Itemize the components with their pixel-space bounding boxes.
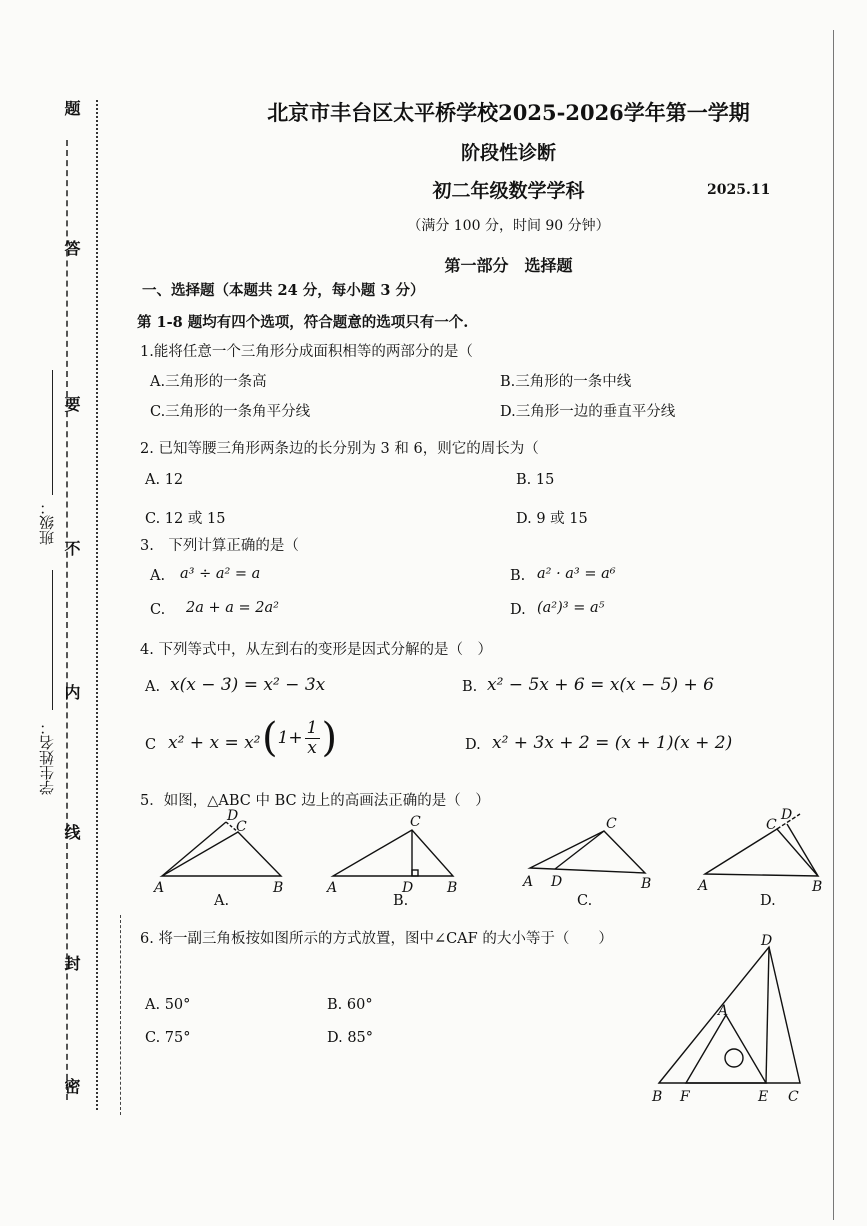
q4-fraction-numerator: 1 <box>306 717 318 738</box>
q6-option-d: D. 85° <box>327 1030 374 1046</box>
question-6-stem: 6. 将一副三角板按如图所示的方式放置，图中∠CAF 的大小等于（ ） <box>140 931 613 947</box>
margin-char-5: 内 <box>62 684 81 700</box>
q4-option-b: B. <box>462 679 478 695</box>
class-label: 班级： <box>38 500 56 545</box>
q4-formula-c: x² + x = x² <box>168 733 261 753</box>
margin-char-7: 封 <box>62 955 81 971</box>
q5a-label-a: A <box>154 880 165 896</box>
q5d-label-c: C <box>766 817 777 833</box>
q2-option-b: B. 15 <box>516 472 555 488</box>
q4-fraction-denominator: x <box>307 737 317 758</box>
binding-dashed-line <box>120 915 121 1115</box>
q4-option-a: A. <box>145 679 161 695</box>
q3-option-c: C. <box>150 602 166 618</box>
margin-char-3: 要 <box>62 396 81 412</box>
q4-option-d: D. <box>465 737 481 753</box>
q4-formula-a: x(x − 3) = x² − 3x <box>170 675 326 695</box>
q5d-altitude <box>787 824 818 876</box>
question-3-stem: 3. 下列计算正确的是（ <box>140 538 299 554</box>
q4-formula-d: x² + 3x + 2 = (x + 1)(x + 2) <box>492 733 733 753</box>
exam-title: 北京市丰台区太平桥学校2025-2026学年第一学期 <box>267 100 750 125</box>
score-time-note: （满分 100 分，时间 90 分钟） <box>407 218 610 234</box>
q3-formula-c: 2a + a = 2a² <box>186 600 279 616</box>
q6-option-c: C. 75° <box>145 1030 191 1046</box>
q3-option-a: A. <box>150 568 166 584</box>
margin-char-6: 线 <box>62 824 81 840</box>
student-name-label: 学生姓名： <box>38 720 56 795</box>
binding-dotted-line <box>96 100 98 1110</box>
q6-option-a: A. 50° <box>145 997 191 1013</box>
q5-figures <box>0 800 867 915</box>
q6-label-a: A <box>718 1003 729 1019</box>
q4-option-c: C <box>145 737 157 753</box>
q4-fraction <box>305 719 320 757</box>
q6-figure <box>640 925 830 1110</box>
q5d-label-a: A <box>698 878 709 894</box>
q1-option-c: C.三角形的一条角平分线 <box>150 404 311 420</box>
q4-paren-close: ) <box>321 715 338 761</box>
q5a-label-b: B <box>273 880 284 896</box>
q3-option-d: D. <box>510 602 526 618</box>
q5c-label-d: D <box>551 874 563 890</box>
question-1-stem: 1.能将任意一个三角形分成面积相等的两部分的是（ <box>140 344 473 360</box>
q5-caption-a: A. <box>214 893 230 909</box>
question-4-stem: 4. 下列等式中，从左到右的变形是因式分解的是（ ） <box>140 642 492 658</box>
q2-option-c: C. 12 或 15 <box>145 511 226 527</box>
q6-label-f: F <box>680 1089 690 1105</box>
q6-triangle-afe <box>686 1015 766 1083</box>
q2-option-d: D. 9 或 15 <box>516 511 588 527</box>
exam-date: 2025.11 <box>707 182 771 198</box>
q5b-label-b: B <box>447 880 458 896</box>
q5c-label-b: B <box>641 876 652 892</box>
exam-subtitle: 阶段性诊断 <box>460 142 556 164</box>
q4-formula-b: x² − 5x + 6 = x(x − 5) + 6 <box>487 675 714 695</box>
q6-label-e: E <box>758 1089 769 1105</box>
section-heading: 一、选择题（本题共 24 分，每小题 3 分） <box>142 282 425 299</box>
q5b-triangle <box>333 830 453 876</box>
q5a-triangle <box>162 832 281 876</box>
name-underline <box>52 570 53 710</box>
q5a-label-d: D <box>227 808 239 824</box>
q5d-triangle <box>705 829 818 876</box>
page-edge-line <box>833 30 834 1220</box>
q6-option-b: B. 60° <box>327 997 373 1013</box>
q5c-altitude <box>555 831 604 869</box>
q5b-label-c: C <box>410 814 421 830</box>
q6-label-b: B <box>652 1089 663 1105</box>
q5b-label-d: D <box>402 880 414 896</box>
q1-option-b: B.三角形的一条中线 <box>500 374 632 390</box>
class-underline <box>52 370 53 495</box>
q5a-altitude <box>162 822 226 876</box>
q5-caption-c: C. <box>577 893 593 909</box>
q6-hole <box>725 1049 743 1067</box>
q4-paren-open: ( <box>262 715 278 761</box>
margin-char-4: 不 <box>62 540 81 556</box>
q2-option-a: A. 12 <box>145 472 184 488</box>
section-instruction: 第 1-8 题均有四个选项，符合题意的选项只有一个. <box>137 314 469 331</box>
q5c-label-a: A <box>523 874 534 890</box>
q5d-label-b: B <box>812 879 823 895</box>
q5a-label-c: C <box>236 819 247 835</box>
q5-caption-b: B. <box>393 893 409 909</box>
q3-formula-a: a³ ÷ a² = a <box>180 566 261 582</box>
grade-subject: 初二年级数学学科 <box>432 180 585 202</box>
part-title: 第一部分 选择题 <box>444 256 573 275</box>
q5b-right-angle <box>412 870 418 876</box>
q5-caption-d: D. <box>760 893 776 909</box>
q5b-label-a: A <box>327 880 338 896</box>
margin-char-1: 题 <box>62 100 81 116</box>
q3-formula-b: a² · a³ = a⁶ <box>537 566 616 582</box>
q1-option-a: A.三角形的一条高 <box>150 374 267 390</box>
q3-formula-d: (a²)³ = a⁵ <box>537 600 605 616</box>
q5c-triangle <box>530 831 645 873</box>
q4-fraction-prefix: 1+ <box>277 728 303 748</box>
question-5-stem: 5．如图，△ABC 中 BC 边上的高画法正确的是（ ） <box>140 793 490 809</box>
q6-label-c: C <box>788 1089 799 1105</box>
margin-char-8: 密 <box>62 1078 81 1094</box>
margin-char-2: 答 <box>62 240 81 256</box>
q6-label-d: D <box>761 933 773 949</box>
q6-triangle-bdc <box>659 947 800 1083</box>
q3-option-b: B. <box>510 568 526 584</box>
q6-line-de <box>766 947 769 1083</box>
q5c-label-c: C <box>606 816 617 832</box>
q1-option-d: D.三角形一边的垂直平分线 <box>500 404 676 420</box>
q5d-label-d: D <box>781 807 793 823</box>
q4-fraction-group <box>262 715 338 761</box>
question-2-stem: 2. 已知等腰三角形两条边的长分别为 3 和 6，则它的周长为（ <box>140 441 539 457</box>
